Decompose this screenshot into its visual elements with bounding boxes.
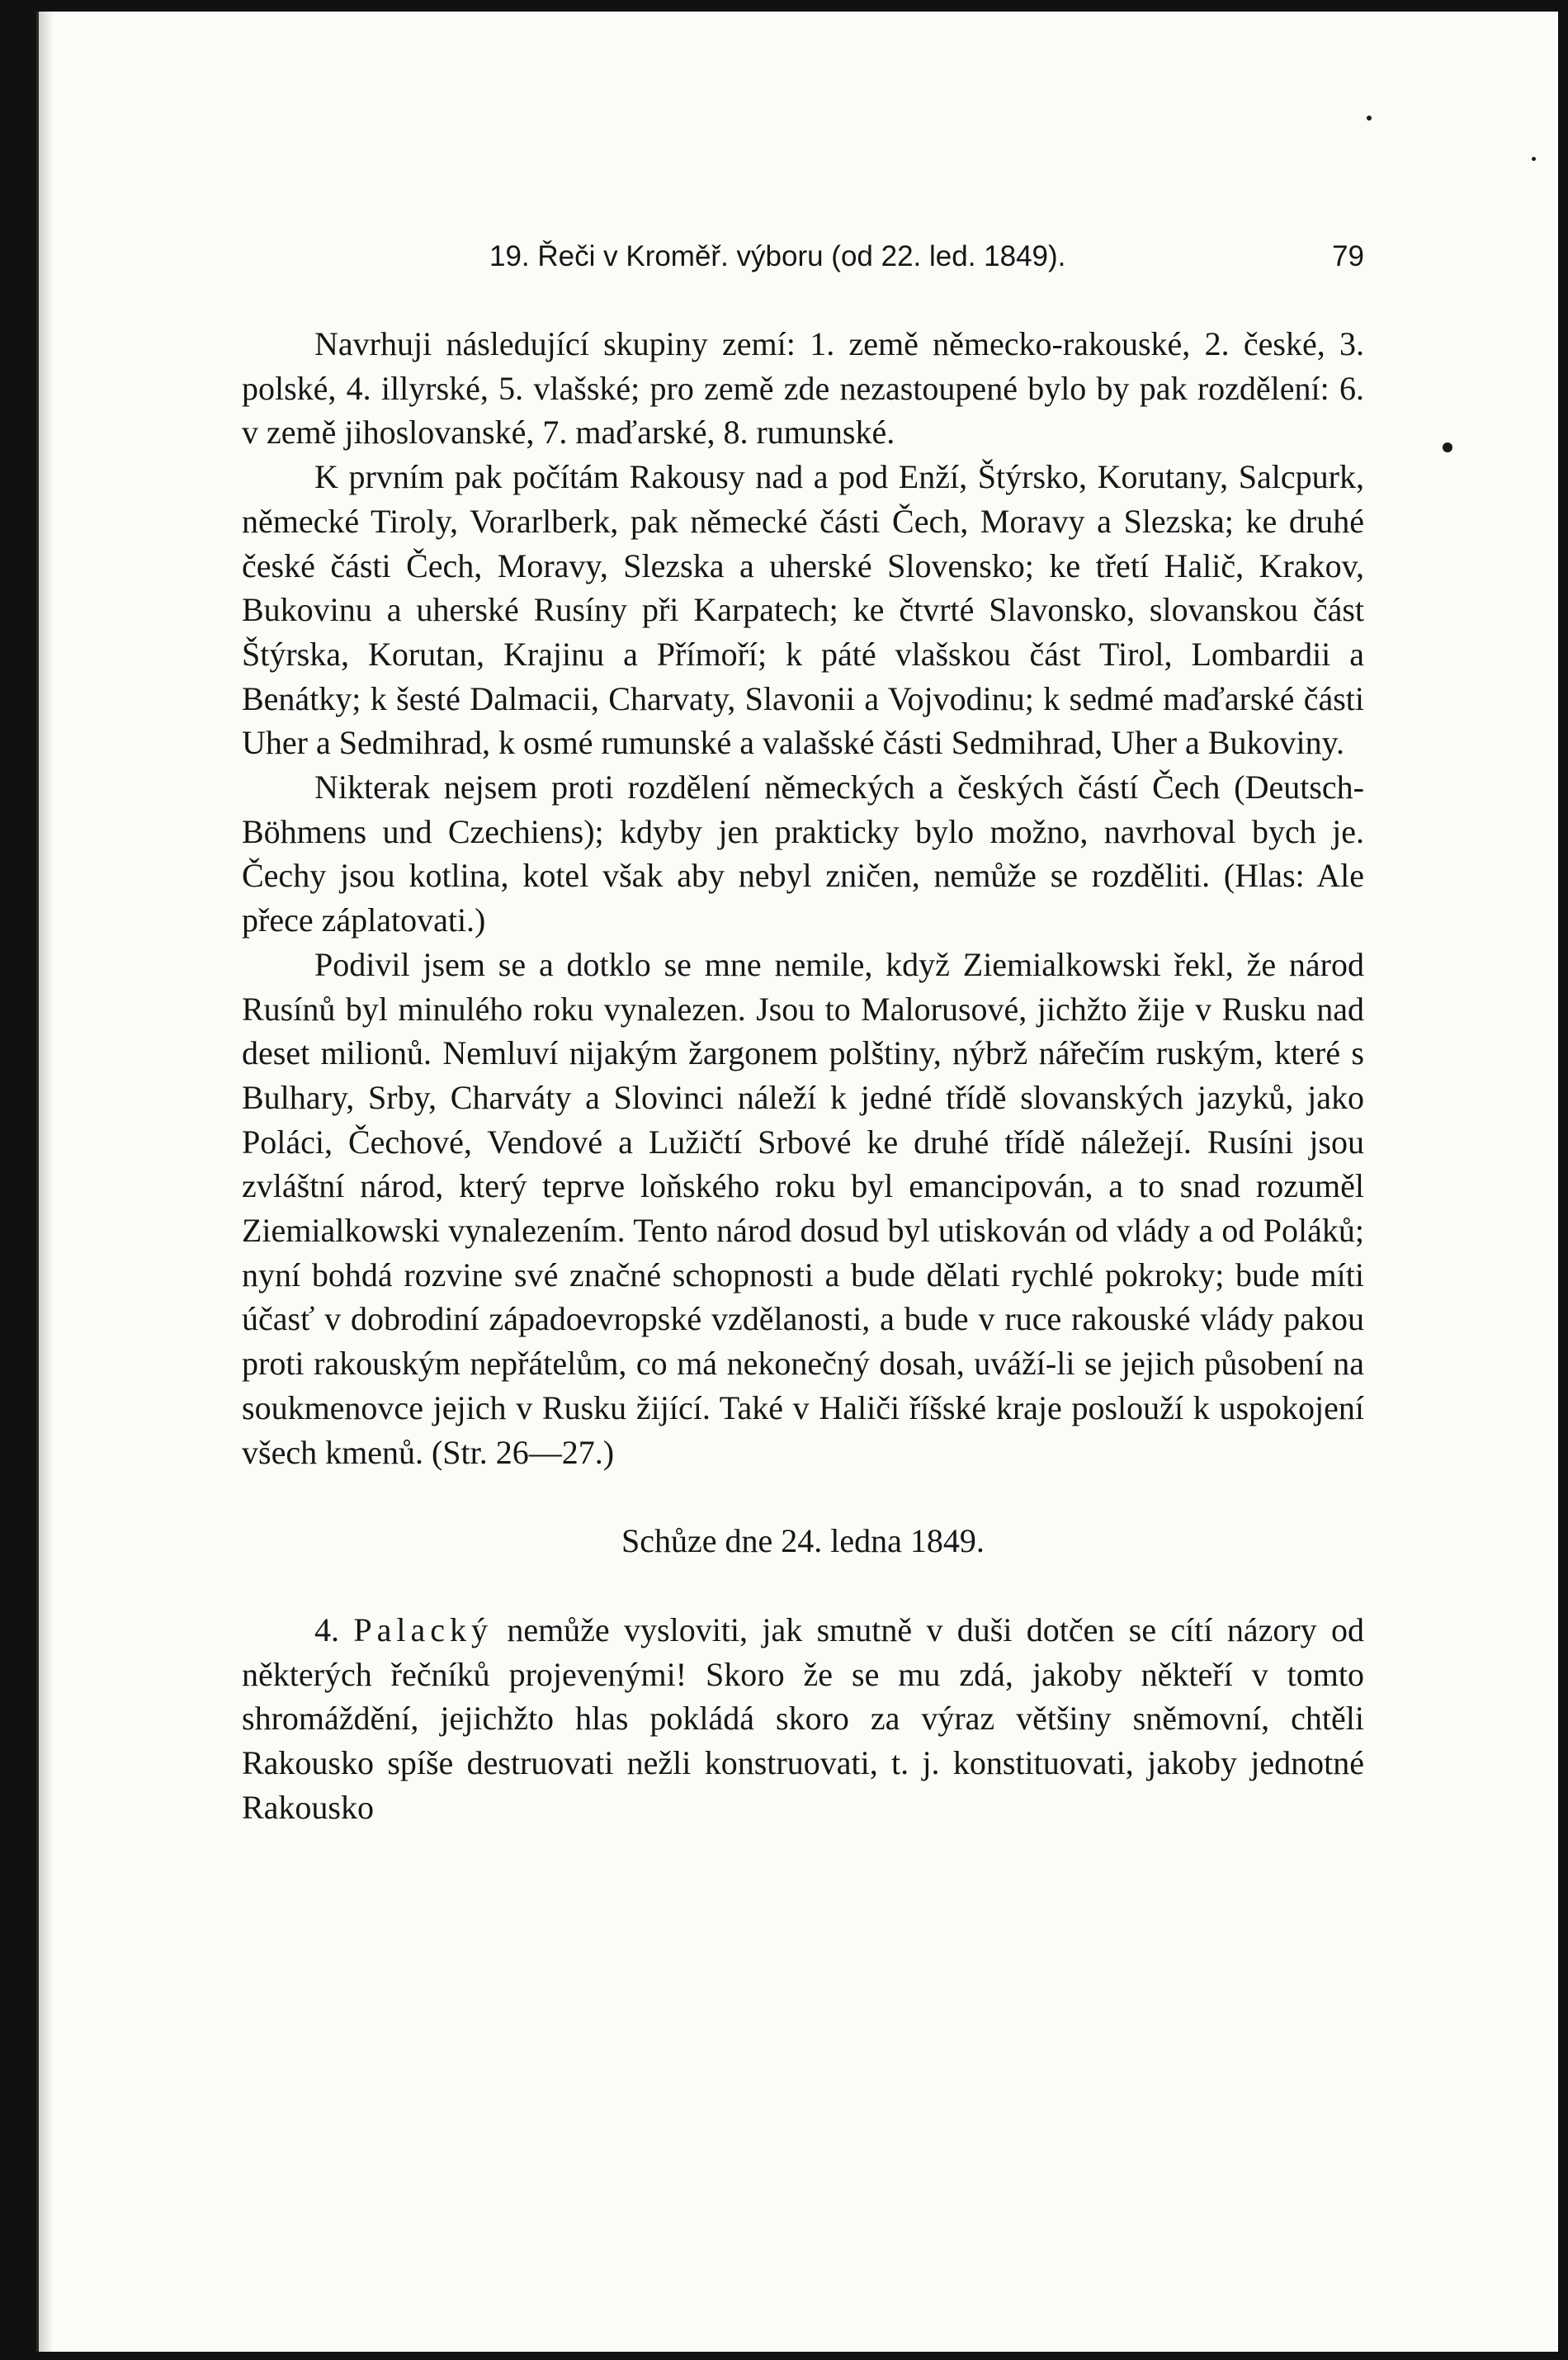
scan-speck: [1367, 116, 1372, 121]
section-heading: Schůze dne 24. ledna 1849.: [621, 1522, 985, 1560]
page-number: 79: [1332, 240, 1364, 272]
speaker-name: Palacký: [353, 1610, 493, 1648]
scan-speck: [1532, 157, 1536, 161]
speech-number: 4.: [314, 1610, 339, 1648]
text-block: [242, 234, 1364, 1830]
paragraph-rusins: Podivil jsem se a dotklo se mne nemile, když Ziemialkowski řekl, že národ Rusínů byl minulého roku vynalezen. Jsou to Malorusové, jichžto žije v Rusku nad deset milionů. Nemluví nijakým žargonem polštiny, nýbrž nářečím ruským, které s Bulhary, Srby, Charváty a Slovinci náleží k jedné třídě slovanských jazyků, jako Poláci, Čechové, Vendové a Lužičtí Srbové ke druhé třídě náležejí. Rusíni jsou zvláštní národ, který teprve loňského roku byl emancipován, a to snad rozuměl Ziemialkowski vynalezením. Tento národ dosud byl utiskován od vlády a od Poláků; nyní bohdá rozvine své značné schopnosti a bude dělati rychlé pokroky; bude míti účasť v dobrodiní západoevropské vzdělanosti, a bude v ruce rakouské vlády pakou proti rakouským nepřátelům, co má nekonečný dosah, uváží-li se jejich působení na soukmenovce jejich v Rusku žijící. Také v Haliči říšské kraje poslouží k uspokojení všech kmenů. (Str. 26—27.): [242, 945, 1364, 1471]
book-page: [36, 12, 1558, 2352]
running-title: 19. Řeči v Kroměř. výboru (od 22. led. 1849).: [489, 240, 1066, 272]
speech-text: nemůže vysloviti, jak smutně v duši dotčen se cítí názory od některých řečníků projevenými! Skoro že se mu zdá, jakoby někteří v tomto shromáždění, jejichžto hlas pokládá skoro za výraz většiny sněmovní, chtěli Rakousko spíše destruovati nežli konstruovati, t. j. konstituovati, jakoby jednotné Rakousko: [242, 1610, 1365, 1826]
paragraph-palacky: [242, 1608, 1364, 1830]
paragraph-bohemia: Nikterak nejsem proti rozdělení německých a českých částí Čech (Deutsch-Böhmens und Czechiens); kdyby jen prakticky bylo možno, navrhoval bych je. Čechy jsou kotlina, kotel však aby nebyl zničen, nemůže se rozděliti. (Hlas: Ale přece záplatovati.): [242, 769, 1364, 939]
scan-speck: [1443, 442, 1452, 452]
page-gutter-shadow: [39, 12, 54, 2352]
paragraph-allocation: K prvním pak počítám Rakousy nad a pod Enží, Štýrsko, Korutany, Salcpurk, německé Tiroly, Vorarlberk, pak německé části Čech, Moravy a Slezska; ke druhé české části Čech, Moravy, Slezska a uherské Slovensko; ke třetí Halič, Krakov, Bukovinu a uherské Rusíny při Karpatech; ke čtvrté Slavonsko, slovanskou část Štýrska, Korutan, Krajinu a Přímoří; k páté vlašskou část Tirol, Lombardii a Benátky; k šesté Dalmacii, Charvaty, Slavonii a Vojvodinu; k sedmé maďarské části Uher a Sedmihrad, k osmé rumunské a valašské části Sedmihrad, Uher a Bukoviny.: [242, 458, 1364, 762]
running-header: [242, 234, 1364, 279]
paragraph-regions: Navrhuji následující skupiny zemí: 1. země německo-rakouské, 2. české, 3. polské, 4. illyrské, 5. vlašské; pro země zde nezastoupené bylo by pak rozdělení: 6. v země jihoslovanské, 7. maďarské, 8. rumunské.: [242, 325, 1364, 452]
